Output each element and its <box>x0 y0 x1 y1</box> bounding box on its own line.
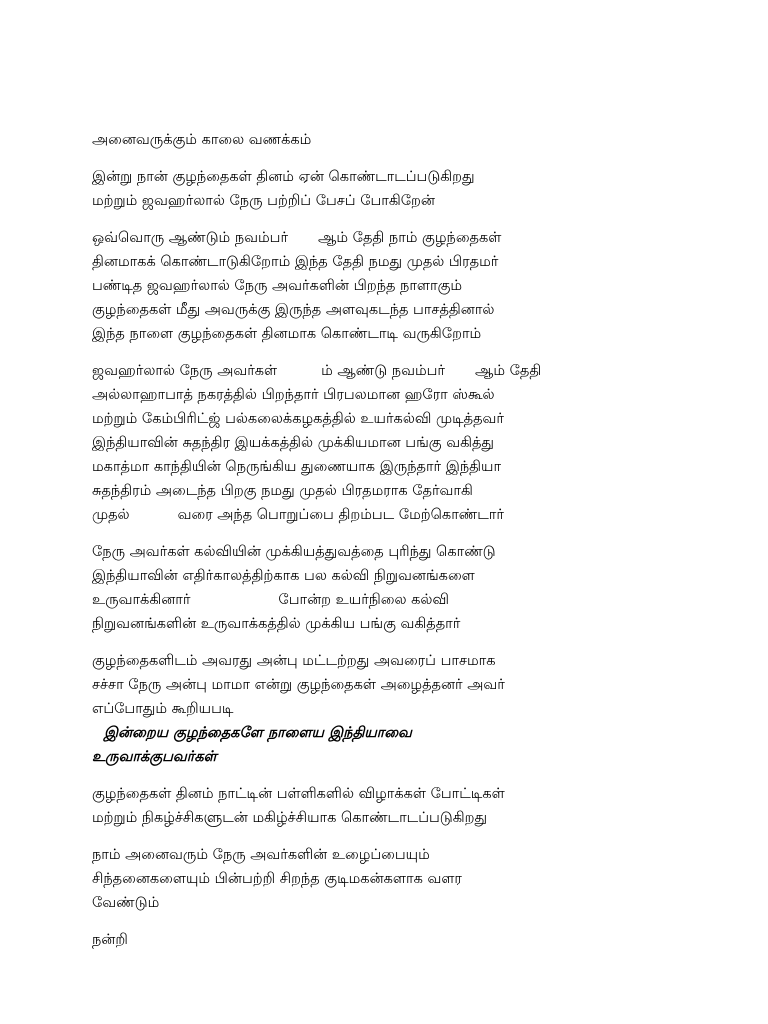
text-line: மகாத்மா காந்தியின் நெருங்கிய துணையாக இருந்தார் இந்தியா <box>92 459 502 475</box>
text-fragment: ஆம் தேதி <box>475 363 542 379</box>
biography-paragraph <box>92 359 732 527</box>
text-line: வேண்டும் <box>92 895 160 911</box>
text-line: பண்டித ஜவஹர்லால் நேரு அவர்களின் பிறந்த நாளாகும் <box>92 278 463 294</box>
text-line <box>92 226 732 250</box>
closing-line: நன்றி <box>92 932 128 948</box>
text-fragment: உருவாக்கினார் <box>92 592 191 608</box>
text-line: மற்றும் நிகழ்ச்சிகளுடன் மகிழ்ச்சியாக கொண்டாடப்படுகிறது <box>92 810 488 826</box>
celebration-paragraph <box>92 782 732 830</box>
text-line: இன்று நான் குழந்தைகள் தினம் ஏன் கொண்டாடப்படுகிறது <box>92 169 475 185</box>
closing-paragraph <box>92 928 732 952</box>
children-paragraph <box>92 649 732 769</box>
quote-line: உருவாக்குபவர்கள் <box>92 749 217 765</box>
conclusion-paragraph <box>92 843 732 915</box>
text-line <box>92 588 732 612</box>
intro-paragraph <box>92 165 732 213</box>
text-fragment: போன்ற உயர்நிலை கல்வி <box>278 592 449 608</box>
text-line: தினமாகக் கொண்டாடுகிறோம் இந்த தேதி நமது முதல் பிரதமர் <box>92 254 499 270</box>
text-line: இந்தியாவின் சுதந்திர இயக்கத்தில் முக்கியமான பங்கு வகித்து <box>92 435 494 451</box>
speech-text <box>92 128 732 965</box>
text-fragment: வரை அந்த பொறுப்பை திறம்பட மேற்கொண்டார் <box>177 507 504 523</box>
education-paragraph <box>92 540 732 636</box>
text-line: குழந்தைகள் தினம் நாட்டின் பள்ளிகளில் விழாக்கள் போட்டிகள் <box>92 786 505 802</box>
greeting-paragraph <box>92 128 732 152</box>
text-line: நிறுவனங்களின் உருவாக்கத்தில் முக்கிய பங்கு வகித்தார் <box>92 616 461 632</box>
text-line: மற்றும் ஜவஹர்லால் நேரு பற்றிப் பேசப் போகிறேன் <box>92 193 435 209</box>
greeting-line: அனைவருக்கும் காலை வணக்கம் <box>92 132 312 148</box>
text-line: குழந்தைகளிடம் அவரது அன்பு மட்டற்றது அவரைப் பாசமாக <box>92 653 496 669</box>
text-line: சச்சா நேரு அன்பு மாமா என்று குழந்தைகள் அழைத்தனர் அவர் <box>92 677 505 693</box>
text-fragment: முதல் <box>92 507 130 523</box>
text-fragment: ஆம் தேதி நாம் குழந்தைகள் <box>318 230 502 246</box>
text-line: சிந்தனைகளையும் பின்பற்றி சிறந்த குடிமகன்களாக வளர <box>92 871 462 887</box>
text-line: இந்தியாவின் எதிர்காலத்திற்காக பல கல்வி நிறுவனங்களை <box>92 568 475 584</box>
text-fragment: ம் ஆண்டு நவம்பர் <box>321 363 445 379</box>
text-line: அல்லாஹாபாத் நகரத்தில் பிறந்தார் பிரபலமான ஹரோ ஸ்கூல் <box>92 387 495 403</box>
text-line: இந்த நாளை குழந்தைகள் தினமாக கொண்டாடி வருகிறோம் <box>92 326 482 342</box>
text-line <box>92 503 732 527</box>
text-line: எப்போதும் கூறியபடி <box>92 701 234 717</box>
quote-line: இன்றைய குழந்தைகளே நாளைய இந்தியாவை <box>104 725 412 741</box>
date-paragraph <box>92 226 732 346</box>
text-line <box>92 359 732 383</box>
text-line: நேரு அவர்கள் கல்வியின் முக்கியத்துவத்தை புரிந்து கொண்டு <box>92 544 496 560</box>
text-line: மற்றும் கேம்பிரிட்ஜ் பல்கலைக்கழகத்தில் உயர்கல்வி முடித்தவர் <box>92 411 504 427</box>
text-line: குழந்தைகள் மீது அவருக்கு இருந்த அளவுகடந்த பாசத்தினால் <box>92 302 495 318</box>
text-fragment: ஜவஹர்லால் நேரு அவர்கள் <box>92 363 278 379</box>
text-fragment: ஒவ்வொரு ஆண்டும் நவம்பர் <box>92 230 289 246</box>
text-line: சுதந்திரம் அடைந்த பிறகு நமது முதல் பிரதமராக தேர்வாகி <box>92 483 473 499</box>
text-line: நாம் அனைவரும் நேரு அவர்களின் உழைப்பையும் <box>92 847 430 863</box>
